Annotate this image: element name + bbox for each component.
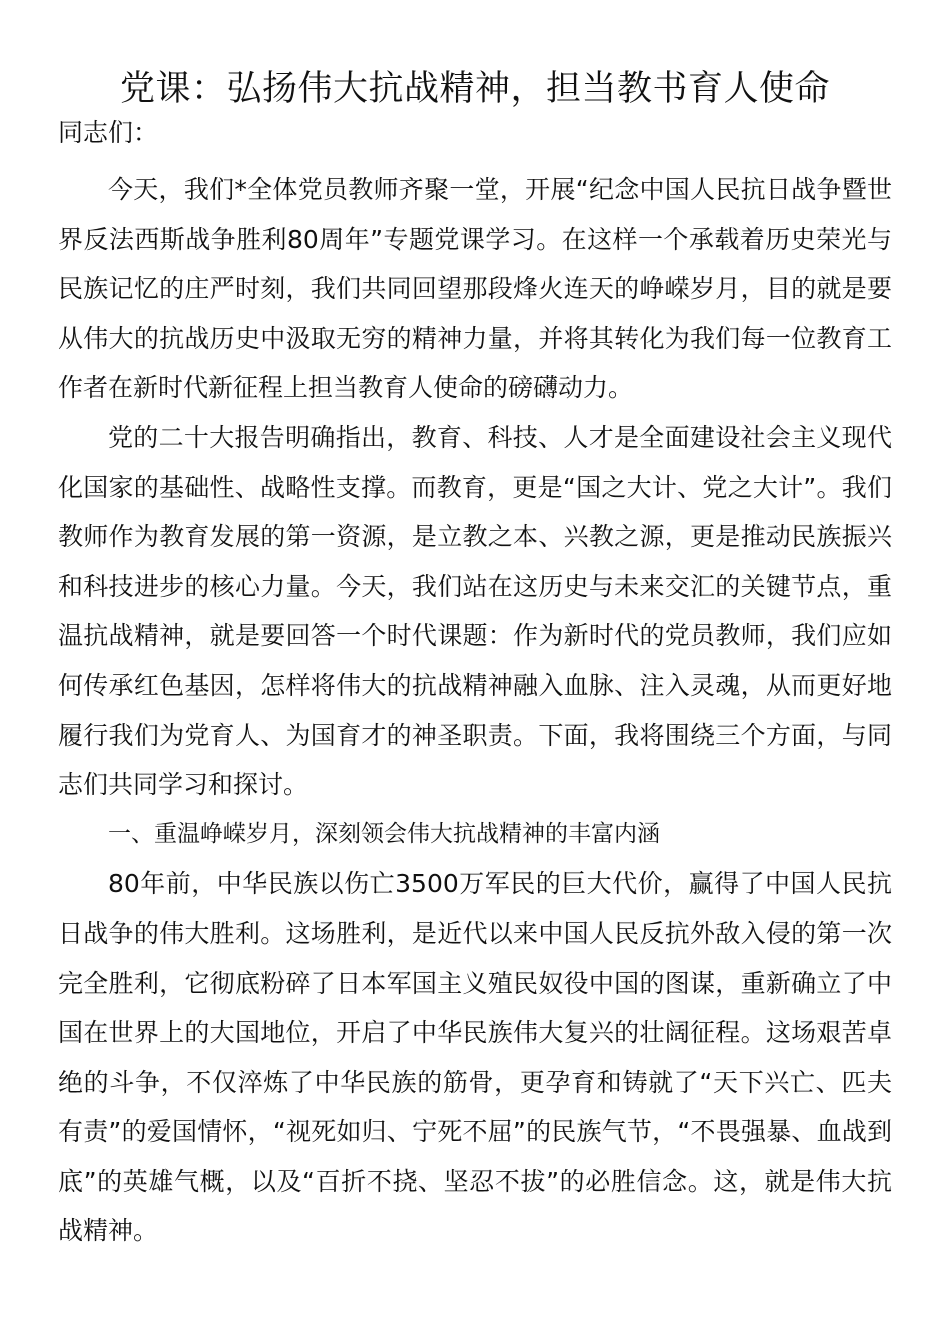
- section-heading: 一、重温峥嵘岁月，深刻领会伟大抗战精神的丰富内涵: [108, 820, 660, 847]
- salutation: 同志们：: [58, 118, 159, 147]
- section-paragraph: 80年前，中华民族以伤亡3500万军民的巨大代价，赢得了中国人民抗日战争的伟大胜利。这场胜利，是近代以来中国人民反抗外敌入侵的第一次完全胜利，它彻底粉碎了日本军国主义殖民奴役中国的图谋，重新确立了中国在世界上的大国地位，开启了中华民族伟大复兴的壮阔征程。这场艰苦卓绝的斗争，不仅淬炼了中华民族的筋骨，更孕育和铸就了“天下兴亡、匹夫有责”的爱国情怀，“视死如归、宁死不屈”的民族气节，“不畏强暴、血战到底”的英雄气概，以及“百折不挠、坚忍不拔”的必胜信念。这，就是伟大抗战精神。: [58, 869, 892, 1246]
- document-title: 党课：弘扬伟大抗战精神，担当教书育人使命: [119, 69, 830, 109]
- intro-paragraph: 今天，我们*全体党员教师齐聚一堂，开展“纪念中国人民抗日战争暨世界反法西斯战争胜利80周年”专题党课学习。在这样一个承载着历史荣光与民族记忆的庄严时刻，我们共同回望那段烽火连天的峥嵘岁月，目的就是要从伟大的抗战历史中汲取无穷的精神力量，并将其转化为我们每一位教育工作者在新时代新征程上担当教育人使命的磅礴动力。: [58, 175, 892, 403]
- body-paragraph: 党的二十大报告明确指出，教育、科技、人才是全面建设社会主义现代化国家的基础性、战略性支撑。而教育，更是“国之大计、党之大计”。我们教师作为教育发展的第一资源，是立教之本、兴教之源，更是推动民族振兴和科技进步的核心力量。今天，我们站在这历史与未来交汇的关键节点，重温抗战精神，就是要回答一个时代课题：作为新时代的党员教师，我们应如何传承红色基因，怎样将伟大的抗战精神融入血脉、注入灵魂，从而更好地履行我们为党育人、为国育才的神圣职责。下面，我将围绕三个方面，与同志们共同学习和探讨。: [58, 422, 892, 800]
